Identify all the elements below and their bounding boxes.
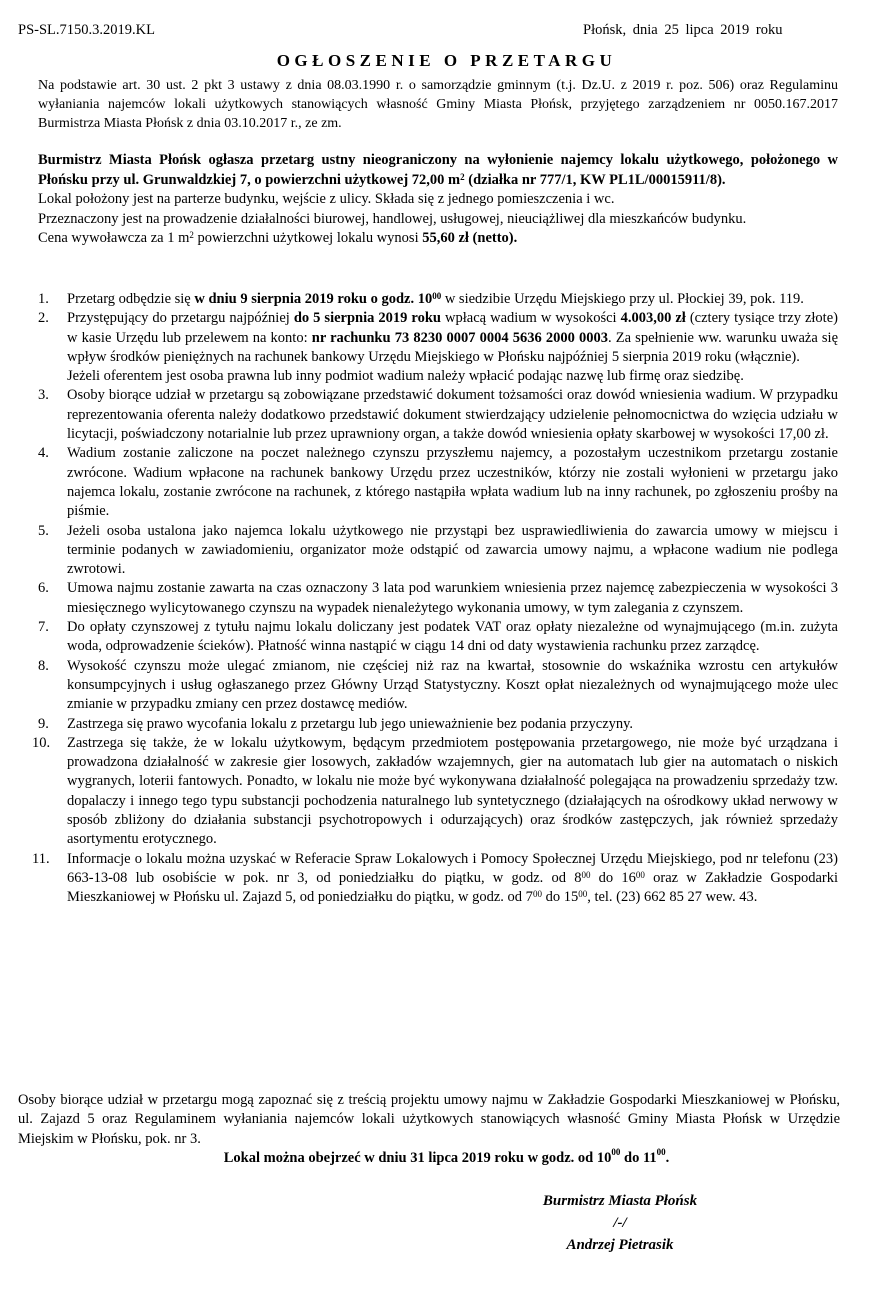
list-item: 8. Wysokość czynszu może ulegać zmianom, nie częściej niż raz na kwartał, stosownie do wskaźnika wzrostu cen artykułów konsumpcyjnych i usług ogłaszanego przez Główny Urząd Statystyczny. Koszt opłat niezależnych od wynajmującego może ulec zmianie w przypadku zmiany cen przez dostawcę mediów.	[38, 657, 838, 713]
document-date: Płońsk, dnia 25 lipca 2019 roku	[583, 22, 783, 38]
list-item: 5. Jeżeli osoba ustalona jako najemca lokalu użytkowego nie przystąpi bez usprawiedliwienia do zawarcia umowy w miejscu i terminie podanych w zawiadomieniu, organizator może odstąpić od zawarcia umowy najmu, a wpłacone wadium nie podlega zwrotowi.	[38, 522, 838, 578]
list-item: 10. Zastrzega się także, że w lokalu użytkowym, będącym przedmiotem postępowania przetargowego, nie może być urządzana i prowadzona działalność w zakresie gier losowych, zakładów wzajemnych, gier na automatach lub gier na automatach o niskich wygranych, loterii fantowych. Ponadto, w lokalu nie może być wykonywana działalność polegająca na prowadzeniu sprzedaży tzw. dopalaczy i innego tego typu substancji pochodzenia naturalnego lub syntetycznego (działających na ośrodkowy układ nerwowy w sposób zbliżony do działania substancji psychotropowych i odurzających) oraz środków zastępczych, jak również sprzedaży asortymentu erotycznego.	[32, 734, 838, 848]
signature-mark: /-/	[613, 1215, 627, 1231]
list-item: 11. Informacje o lokalu można uzyskać w Referacie Spraw Lokalowych i Pomocy Społecznej Urzędu Miejskiego, pod nr telefonu (23) 663-13-08 lub osobiście w pok. nr 3, od poniedziałku do piątku, w godz. od $8^{00}$ do $16^{00}$ oraz w Zakładzie Gospodarki Mieszkaniowej w Płońsku ul. Zajazd 5, od poniedziałku do piątku, w godz. od $7^{00}$ do $15^{00}$, tel. (23) 662 85 27 wew. 43.	[32, 850, 838, 906]
viewing-notice: Lokal można obejrzeć w dniu 31 lipca 2019 roku w godz. od $10^{00}$ do $11^{00}$.	[223, 1147, 670, 1166]
list-item: 3. Osoby biorące udział w przetargu są zobowiązane przedstawić dokument tożsamości oraz dowód wniesienia wadium. W przypadku reprezentowania oferenta należy dodatkowo przedstawić dokument stwierdzający udzielenie pełnomocnictwa do wzięcia udziału w licytacji, poświadczony notarialnie lub przez uprawniony organ, a także dowód wniesienia opłaty skarbowej w wysokości 17,00 zł.	[38, 387, 838, 443]
purpose-paragraph: Przeznaczony jest na prowadzenie działalności biurowej, handlowej, usługowej, nieuciążliwej dla mieszkańców budynku.	[38, 210, 747, 227]
list-item: 1. Przetarg odbędzie się w dniu 9 sierpnia 2019 roku o godz. $10^{00}$ w siedzibie Urzędu Miejskiego przy ul. Płockiej 39, pok. 119.	[38, 291, 804, 307]
list-item: 4. Wadium zostanie zaliczone na poczet należnego czynszu przyszłemu najemcy, a pozostałym uczestnikom przetargu zostanie zwrócone. Wadium wpłacone na rachunek bankowy Urzędu przez uczestników, którzy nie zostali wyłonieni w przetargu jako najemca lokalu, zostanie zwrócone na rachunek, z którego nastąpiła wpłata wadium lub na inny rachunek, po zgłoszeniu prośby na piśmie.	[38, 445, 838, 520]
announcement-paragraph: Burmistrz Miasta Płońsk ogłasza przetarg ustny nieograniczony na wyłonienie najemcy lokalu użytkowego, położonego w Płońsku przy ul. Grunwaldzkiej 7, o powierzchni użytkowej 72,00 $m^2$ (działka nr 777/1, KW PL1L/00015911/8).	[38, 152, 838, 188]
signature-role: Burmistrz Miasta Płońsk	[542, 1193, 698, 1209]
signature-block	[490, 1190, 750, 1256]
list-item: 2. Przystępujący do przetargu najpóźniej do 5 sierpnia 2019 roku wpłacą wadium w wysokości 4.003,00 zł (cztery tysiące trzy złote) w kasie Urzędu lub przelewem na konto: nr rachunku 73 8230 0007 0004 5636 2000 0003. Za spełnienie ww. warunku uważa się wpływ środków pieniężnych na rachunek bankowy Urzędu Miejskiego w Płońsku najpóźniej 5 sierpnia 2019 roku (włącznie). Jeżeli oferentem jest osoba prawna lub inny podmiot wadium należy wpłacić podając nazwę lub firmę oraz siedzibę.	[38, 310, 839, 385]
outro-paragraph: Osoby biorące udział w przetargu mogą zapoznać się z treścią projektu umowy najmu w Zakładzie Gospodarki Mieszkaniowej w Płońsku, ul. Zajazd 5 oraz Regulaminem wyłaniania najemców lokali użytkowych stanowiących własność Gminy Miasta Płońsk w Urzędzie Miejskim w Płońsku, pok. nr 3.	[18, 1092, 840, 1147]
list-item: 6. Umowa najmu zostanie zawarta na czas oznaczony 3 lata pod warunkiem wniesienia przez najemcę zabezpieczenia w wysokości 3 miesięcznego wylicytowanego czynszu na wypadek nienależytego wykonania umowy, w tym zalegania z czynszem.	[38, 580, 838, 616]
document-title: OGŁOSZENIE O PRZETARGU	[276, 51, 617, 70]
signature-name: Andrzej Pietrasik	[566, 1237, 674, 1253]
location-paragraph: Lokal położony jest na parterze budynku, wejście z ulicy. Składa się z jednego pomieszczenia i wc.	[38, 191, 615, 207]
lead-section	[38, 151, 838, 249]
conditions-list	[32, 290, 839, 908]
list-item: 7. Do opłaty czynszowej z tytułu najmu lokalu doliczany jest podatek VAT oraz opłaty niezależne od wynajmującego (m.in. zużyta woda, odprowadzenie ścieków). Płatność winna nastąpić w ciągu 14 dni od daty wystawienia rachunku przez zarządcę.	[38, 619, 838, 655]
price-paragraph: Cena wywoławcza za 1 $m^2$ powierzchni użytkowej lokalu wynosi 55,60 zł (netto).	[38, 230, 518, 246]
price-value: 55,60 zł (netto).	[422, 230, 518, 246]
list-item: 9. Zastrzega się prawo wycofania lokalu z przetargu lub jego unieważnienie bez podania przyczyny.	[38, 715, 634, 732]
reference-number: PS-SL.7150.3.2019.KL	[18, 22, 155, 38]
legal-basis-paragraph: Na podstawie art. 30 ust. 2 pkt 3 ustawy z dnia 08.03.1990 r. o samorządzie gminnym (t.j. Dz.U. z 2019 r. poz. 506) oraz Regulaminu wyłaniania najemców lokali użytkowych stanowiących własność Gminy Miasta Płońsk, przyjętego zarządzeniem nr 0050.167.2017 Burmistrza Miasta Płońsk z dnia 03.10.2017 r., ze zm.	[38, 78, 838, 131]
